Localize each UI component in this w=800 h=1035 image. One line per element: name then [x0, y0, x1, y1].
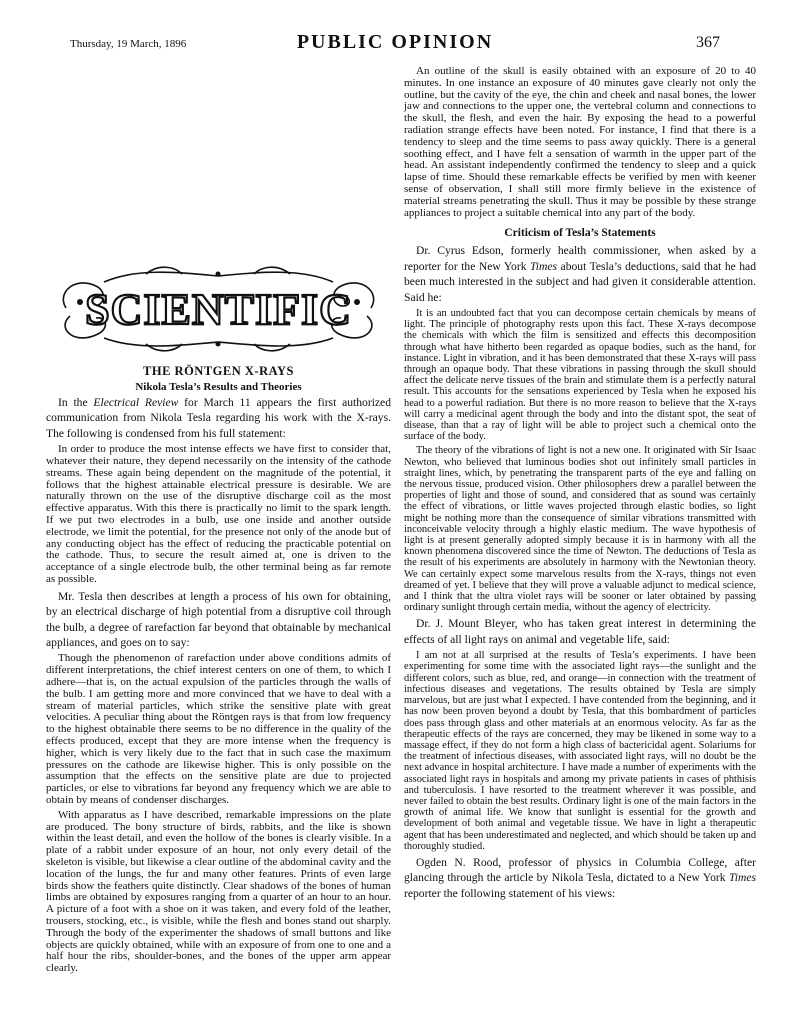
page-number: 367 [696, 34, 720, 51]
article-paragraph: With apparatus as I have described, remarkable impressions on the plate are produced. The bony structure of birds, rabbits, and the like is shown within the least detail, and even the hollow of the bones is clearly visible. In a plate of a rabbit under exposure of an hour, not only every detail of the skeleton is visible, but likewise a clear outline of the abdominal cavity and the location of the lungs, the fur and many other features. Prints of even large birds show the feathers quite distinctly. Clear shadows of the bones of human limbs are obtained by exposures ranging from a quarter of an hour to an hour. A picture of a foot with a shoe on it was taken, and every fold of the leather, trousers, stocking, etc., is visible, while the flesh and bones stand out sharply. Through the body of the experimenter the shadows of small buttons and like objects are quickly obtained, while with an exposure of from one to one and a half hour the ribs, shoulder-bones, and the bones of the upper arm appear clearly. [46, 808, 391, 975]
article-paragraph: Mr. Tesla then describes at length a process of his own for obtaining, by an electrical discharge of high potential from a disruptive coil through the bulb, a degree of rarefaction far beyond that obtainable by mechanical appliances, and goes on to say: [46, 589, 391, 649]
article-subtitle: Nikola Tesla’s Results and Theories [135, 381, 302, 393]
scientific-banner-art [46, 262, 391, 354]
section-heading: Criticism of Tesla’s Statements [504, 227, 656, 240]
newspaper-name: Times [530, 259, 558, 273]
article-paragraph: It is an undoubted fact that you can decompose certain chemicals by means of light. The principle of photography rests upon this fact. These X-rays decompose the chemicals with which the film is sensitized and effects this decomposition through what have hitherto been regarded as opaque bodies, such as the hand, for instance. Light in vibration, and it has been demonstrated that these X-rays will pass through an opaque body. That these vibrations in passing through the skull should affect the delicate nerve tissues of the brain and stimulate them is a perfectly natural result. This accounts for the sensations experienced by Tesla when he exposed his head to a powerful radiation. But there is no more reason to believe that the X-rays will carry a medicinal agent through the body and into the distant spot, the seat of disease, than that a ray of light will be able to project such a chemical onto the surface of the body. [404, 307, 756, 443]
rood-paragraph [404, 855, 756, 901]
newspaper-name: Times [728, 871, 756, 885]
article-paragraph: I am not at all surprised at the results of Tesla’s experiments. I have been experimenting for some time with the associated light rays—the sunlight and the different colors, such as blue, red, and orange—in connection with the treatment of infectious diseases and vegetations. The results obtained by Tesla are simply marvelous, but are just what I expected. I have contended from the beginning, and it has now been proven beyond a doubt by Tesla, that this bombardment of particles does pass through glass and other materials at an enormous velocity. As far as the therapeutic effects of the rays are concerned, they may be likened in some way to a massage effect, if they do not form a high class of bactericidal agent. Solariums for the treatment of infectious diseases, with associated light rays, will no doubt be the next advance in hospital architecture. I have made a number of experiments with the associated light rays in hospitals and among my private patients in cases of phthisis and tuberculosis. I have resorted to the treatment wherever it was possible, and never failed to obtain the best results. Ordinary light is one of the main factors in the growth of animal life. We know that sunlight is essential for the growth and development of both animal and vegetable tissue. We have in light a therapeutic agent that has been underestimated and neglected, and which should be taken up and thoroughly studied. [404, 650, 757, 852]
article-paragraph: The theory of the vibrations of light is not a new one. It originated with Sir Isaac Newton, who believed that luminous bodies shot out infinitely small particles in straight lines, which, by penetrating the transparent parts of the eye and falling on the nervous tissue, produced vision. Other philosophers drew a parallel between the properties of light and those of sound, and considered that as sound was certainly the effect of vibrations, or little waves projected through elastic bodies, so light might be nothing more than the consequence of similar vibrations transmitted with inconceivable velocity through a highly elastic medium. The wave hypothesis of light is at present generally adopted simply because it is in harmony with all the known phenomena discovered since the time of Newton. The deductions of Tesla as the result of his experiments are absolutely in harmony with the Newtonian theory. We can certainly expect some marvelous results from the X-rays, things not even dreamed of yet. I believe that they will prove a valuable adjunct to medical science, and I think that the ultra violet rays will be sooner or later obtained by passing ordinary sunlight through certain media, without the agency of electricity. [404, 445, 756, 614]
intro-paragraph [46, 395, 391, 441]
journal-name: Electrical Review [93, 396, 179, 409]
article-paragraph: Though the phenomenon of rarefaction under above conditions admits of different interpretations, the chief interest centers on one of them, to which I adhere—that is, on the actual expulsion of the particles through the walls of the bulb. I am getting more and more convinced that we have to deal with a stream of material particles, which strike the sensitive plate with great velocities. A peculiar thing about the Röntgen rays is that from low frequency to the highest obtainable there seems to be no difference in the quality of the effects produced, except that they are more intense when the frequency is higher, which is very likely due to the fact that in such case the maximum pressures on the cathode are likewise higher. This is only possible on the assumption that the effects on the sensitive plate are due to projected particles, or else to vibrations far beyond any frequency which we are able to obtain by means of condenser discharges. [46, 652, 391, 806]
publication-title: PUBLIC OPINION [296, 31, 494, 53]
scientific-banner [46, 262, 391, 354]
edson-text-a: Dr. Cyrus Edson, formerly health commissioner, when asked by a reporter for the New York [404, 244, 756, 273]
right-column [404, 66, 756, 904]
intro-text-b: for March 11 appears the first authorized communication from Nikola Tesla regarding his work with the X-rays. The following is condensed from his full statement: [46, 396, 392, 440]
issue-date: Thursday, 19 March, 1896 [70, 38, 187, 50]
banner-text: SCIENTIFIC [85, 285, 352, 334]
intro-text-a: In the [58, 396, 94, 409]
masthead [70, 31, 720, 55]
article-paragraph: An outline of the skull is easily obtained with an exposure of 20 to 40 minutes. In one instance an exposure of 40 minutes gave clearly not only the outline, but the cavity of the eye, the chin and cheek and nasal bones, the lower jaw and connections to the upper one, the vertebral column and connections to the skull, the flesh, and even the hair. By exposing the head to a powerful radiation strange effects have been noted. For instance, I find that there is a tendency to sleep and the time seems to pass away quickly. There is a general soothing effect, and I have felt a sensation of warmth in the upper part of the head. An assistant independently confirmed the tendency to sleep and a quick lapse of time. Should these remarkable effects be verified by men with keener sense of observation, I shall still more firmly believe in the existence of material streams penetrating the skull. Thus it may be possible by these strange appliances to project a suitable chemical into any part of the body. [404, 65, 756, 219]
edson-paragraph [404, 243, 756, 305]
bleyer-paragraph: Dr. J. Mount Bleyer, who has taken great interest in determining the effects of all light rays on animal and vegetable life, said: [404, 617, 756, 646]
rood-text-a: Ogden N. Rood, professor of physics in Columbia College, after glancing through the article by Nikola Tesla, dictated to a New York [404, 855, 756, 885]
edson-text-b: about Tesla’s deductions, said that he had been much interested in the subject and had given it considerable attention. Said he: [404, 259, 756, 304]
left-column [46, 262, 391, 978]
article-title: THE RÖNTGEN X-RAYS [143, 364, 294, 378]
article-paragraph: In order to produce the most intense effects we have first to consider that, whatever their nature, they depend necessarily on the intensity of the cathode streams. These again being dependent on the magnitude of the potential, it follows that the highest attainable electrical pressure is desirable. We are naturally thrown on the use of the disruptive discharge coil as the most effective apparatus. With this there is practically no limit to the spark length. If we put two electrodes in a bulb, use one inside and another outside electrode, we limit the potential, for the presence not only of the anode but of any conducting object has the effect of reducing the practicable potential on the cathode. Thus, to secure the result aimed at, one is driven to the acceptance of a single electrode bulb, the other terminal being as far remote as possible. [46, 443, 391, 585]
rood-text-b: reporter the following statement of his views: [404, 886, 616, 900]
